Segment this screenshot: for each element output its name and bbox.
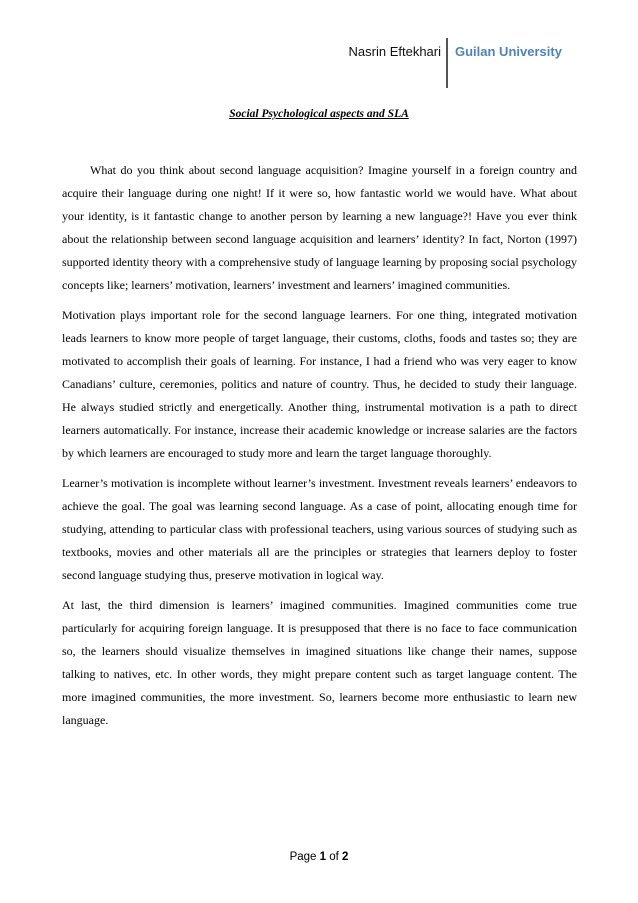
document-body bbox=[62, 159, 577, 739]
paragraph-2: Motivation plays important role for the second language learners. For one thing, integrated motivation leads learners to know more people of target language, their customs, cloths, foods and tastes so; they are motivated to accomplish their goals of learning. For instance, I had a friend who was very eager to know Canadians’ culture, ceremonies, politics and nature of country. Thus, he decided to study their language. He always studied strictly and energetically. Another thing, instrumental motivation is a path to direct learners automatically. For instance, increase their academic knowledge or increase salaries are the factors by which learners are encouraged to study more and learn the target language thoroughly. bbox=[62, 308, 577, 460]
header-author: Nasrin Eftekhari bbox=[348, 44, 441, 59]
footer-of-word: of bbox=[329, 851, 339, 863]
header-organization: Guilan University bbox=[455, 44, 562, 59]
document-title: Social Psychological aspects and SLA bbox=[229, 108, 409, 120]
paragraph-4: At last, the third dimension is learners’ imagined communities. Imagined communities come true particularly for acquiring foreign language. It is presupposed that there is no face to face communication so, the learners should visualize themselves in imagined situations like change their names, suppose talking to natives, etc. In other words, they might prepare content such as target language content. The more imagined communities, the more investment. So, learners become more enthusiastic to learn new language. bbox=[62, 598, 577, 727]
paragraph-3: Learner’s motivation is incomplete without learner’s investment. Investment reveals learners’ endeavors to achieve the goal. The goal was learning second language. As a case of point, allocating enough time for studying, attending to particular class with professional teachers, using various sources of studying such as textbooks, movies and other materials all are the principles or strategies that learners deploy to foster second language studying thus, preserve motivation in logical way. bbox=[62, 476, 577, 582]
header-divider bbox=[446, 38, 448, 88]
page-header bbox=[0, 38, 638, 90]
footer-total-pages: 2 bbox=[342, 851, 349, 863]
paragraph-1: What do you think about second language acquisition? Imagine yourself in a foreign country and acquire their language during one night! If it were so, how fantastic world we would have. What about your identity, is it fantastic change to another person by learning a new language?! Have you ever think about the relationship between second language acquisition and learners’ identity? In fact, Norton (1997) supported identity theory with a comprehensive study of language learning by proposing social psychology concepts like; learners’ motivation, learners’ investment and learners’ imagined communities. bbox=[62, 163, 577, 292]
page-footer bbox=[0, 851, 638, 863]
footer-current-page: 1 bbox=[319, 851, 327, 863]
footer-page-word: Page bbox=[289, 851, 317, 863]
